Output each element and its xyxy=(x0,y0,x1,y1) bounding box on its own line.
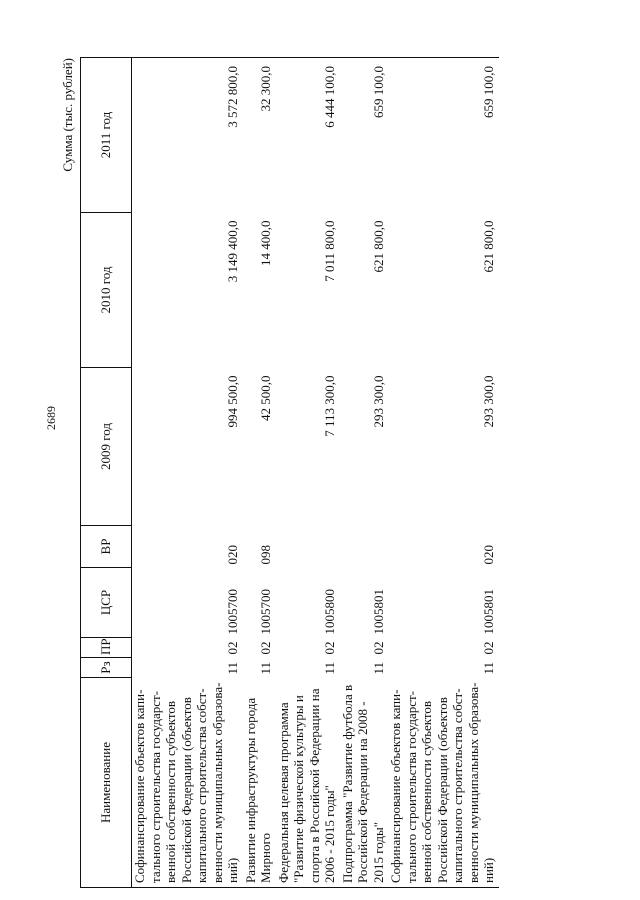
row-2010: 621 800,0 xyxy=(370,220,386,273)
row-vr: 020 xyxy=(225,545,240,565)
row-pr: 02 xyxy=(481,641,496,655)
table-row xyxy=(132,58,243,888)
row-2009: 994 500,0 xyxy=(225,375,240,428)
row-2011: 659 100,0 xyxy=(340,58,389,213)
row-csr: 1005801 xyxy=(481,589,496,635)
row-csr: 1005801 xyxy=(370,589,386,635)
row-vr: 098 xyxy=(258,545,273,565)
row-2011: 6 444 100,0 xyxy=(276,58,340,213)
row-name: Подпрограмма "Развитие футбола в Российской Федерации на 2008 - 2015 годы" xyxy=(340,678,389,888)
row-2010: 3 149 400,0 xyxy=(225,220,240,283)
row-csr: 1005700 xyxy=(258,589,273,635)
row-rz: 11 xyxy=(322,661,337,675)
row-name: Софинансирование объектов капи-тального строительства государст-венной собственности субъектов Российской Федерации (объектов капитального строительства собст-венности муниципальных образова-ний) xyxy=(388,678,499,888)
row-2011: 3 572 800,0 xyxy=(132,58,243,213)
header-2010: 2010 год xyxy=(81,213,132,368)
row-2009: 293 300,0 xyxy=(481,375,496,428)
row-2009: 42 500,0 xyxy=(258,375,273,421)
table-row xyxy=(340,58,389,888)
row-2009: 7 113 300,0 xyxy=(322,375,337,437)
table-row xyxy=(388,58,499,888)
header-2011: 2011 год xyxy=(81,58,132,213)
row-name: Развитие инфраструктуры города Мирного xyxy=(243,678,276,888)
row-vr xyxy=(276,526,340,568)
header-rz: Рз xyxy=(81,658,132,678)
row-pr: 02 xyxy=(370,641,386,655)
row-pr: 02 xyxy=(225,641,240,655)
row-rz: 11 xyxy=(370,661,386,675)
page-number: 2689 xyxy=(44,406,58,430)
rotated-page-content xyxy=(60,58,590,888)
row-csr: 1005700 xyxy=(225,589,240,635)
row-pr: 02 xyxy=(322,641,337,655)
header-csr: ЦСР xyxy=(81,568,132,638)
row-rz: 11 xyxy=(258,661,273,675)
header-2009: 2009 год xyxy=(81,368,132,526)
row-name: Федеральная целевая программа "Развитие физической культуры и спорта в Российской Федерации на 2006 - 2015 годы" xyxy=(276,678,340,888)
budget-table xyxy=(80,57,499,888)
header-vr: ВР xyxy=(81,526,132,568)
row-csr: 1005800 xyxy=(322,589,337,635)
row-2010: 621 800,0 xyxy=(481,220,496,273)
table-row xyxy=(243,58,276,888)
table-row xyxy=(276,58,340,888)
row-vr: 020 xyxy=(481,545,496,565)
row-2011: 659 100,0 xyxy=(388,58,499,213)
header-name: Наименование xyxy=(81,678,132,888)
table-header-row xyxy=(81,58,132,888)
row-pr: 02 xyxy=(258,641,273,655)
units-label: Сумма (тыс. рублей) xyxy=(60,58,75,172)
row-name: Софинансирование объектов капи-тального строительства государст-венной собственности субъектов Российской Федерации (объектов капитального строительства собст-венности муниципальных образова-ний) xyxy=(132,678,243,888)
row-2011: 32 300,0 xyxy=(243,58,276,213)
header-pr: ПР xyxy=(81,638,132,658)
row-vr xyxy=(340,526,389,568)
row-2009: 293 300,0 xyxy=(370,375,386,428)
row-rz: 11 xyxy=(225,661,240,675)
row-2010: 14 400,0 xyxy=(258,220,273,266)
row-rz: 11 xyxy=(481,661,496,675)
row-2010: 7 011 800,0 xyxy=(322,220,337,282)
